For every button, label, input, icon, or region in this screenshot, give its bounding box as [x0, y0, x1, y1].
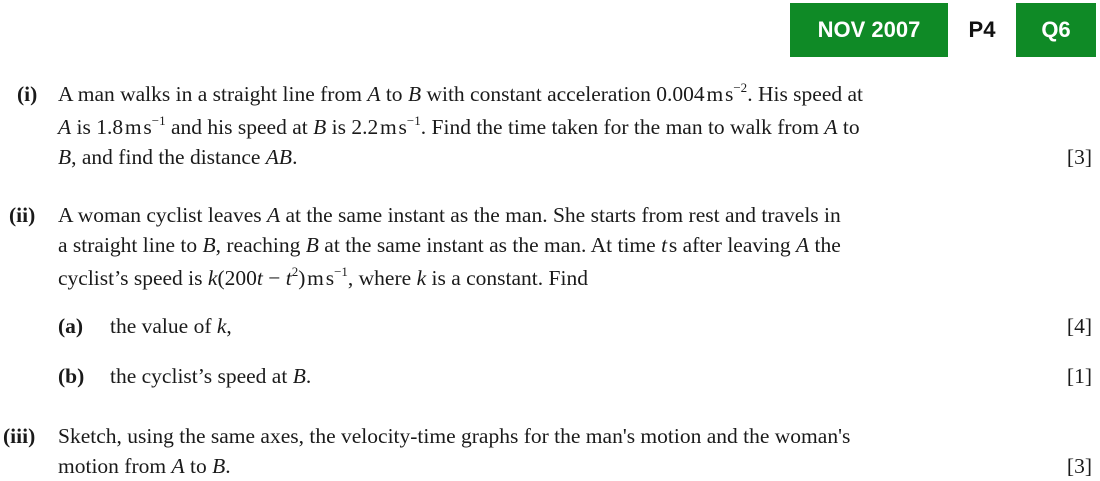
- part-i-line-1: A man walks in a straight line from A to B with constant acceleration 0.004 m $s^{-2}$. His speed at: [58, 80, 864, 106]
- part-ii-b-marks: [1]: [1066, 364, 1092, 388]
- part-ii-a-label: (a): [58, 314, 84, 338]
- paper-badge: P4: [948, 3, 1016, 57]
- part-ii-line-2: a straight line to B, reaching B at the same instant as the man. At time t s after leaving A the: [58, 233, 841, 257]
- part-ii-a-marks: [4]: [1066, 314, 1092, 338]
- part-ii-line-1: A woman cyclist leaves A at the same instant as the man. She starts from rest and travels in: [58, 203, 841, 227]
- part-ii-b-label: (b): [58, 364, 85, 388]
- part-i-number: (i): [17, 82, 38, 106]
- part-ii-a-text: the value of k,: [110, 314, 232, 338]
- part-i-marks: [3]: [1066, 145, 1092, 169]
- part-ii-line-3: cyclist’s speed is $k(200t - t^2)$ m $s^{-1}$, where k is a constant. Find: [58, 264, 588, 290]
- part-i-line-3: B, and find the distance AB.: [58, 145, 298, 169]
- part-iii-line-2: motion from A to B.: [58, 454, 231, 478]
- part-ii-number: (ii): [9, 203, 36, 227]
- question-badge: Q6: [1016, 3, 1096, 57]
- part-iii-marks: [3]: [1066, 454, 1092, 478]
- part-iii-number: (iii): [3, 424, 36, 448]
- question-reference-badges: [790, 3, 1096, 57]
- part-i-line-2: A is 1.8 m $s^{-1}$ and his speed at B is 2.2 m $s^{-1}$. Find the time taken for the man to walk from A to: [58, 113, 860, 139]
- part-ii-b-text: the cyclist’s speed at B.: [110, 364, 312, 388]
- part-iii-line-1: Sketch, using the same axes, the velocity-time graphs for the man's motion and the woman's: [58, 424, 851, 448]
- session-badge: NOV 2007: [790, 3, 948, 57]
